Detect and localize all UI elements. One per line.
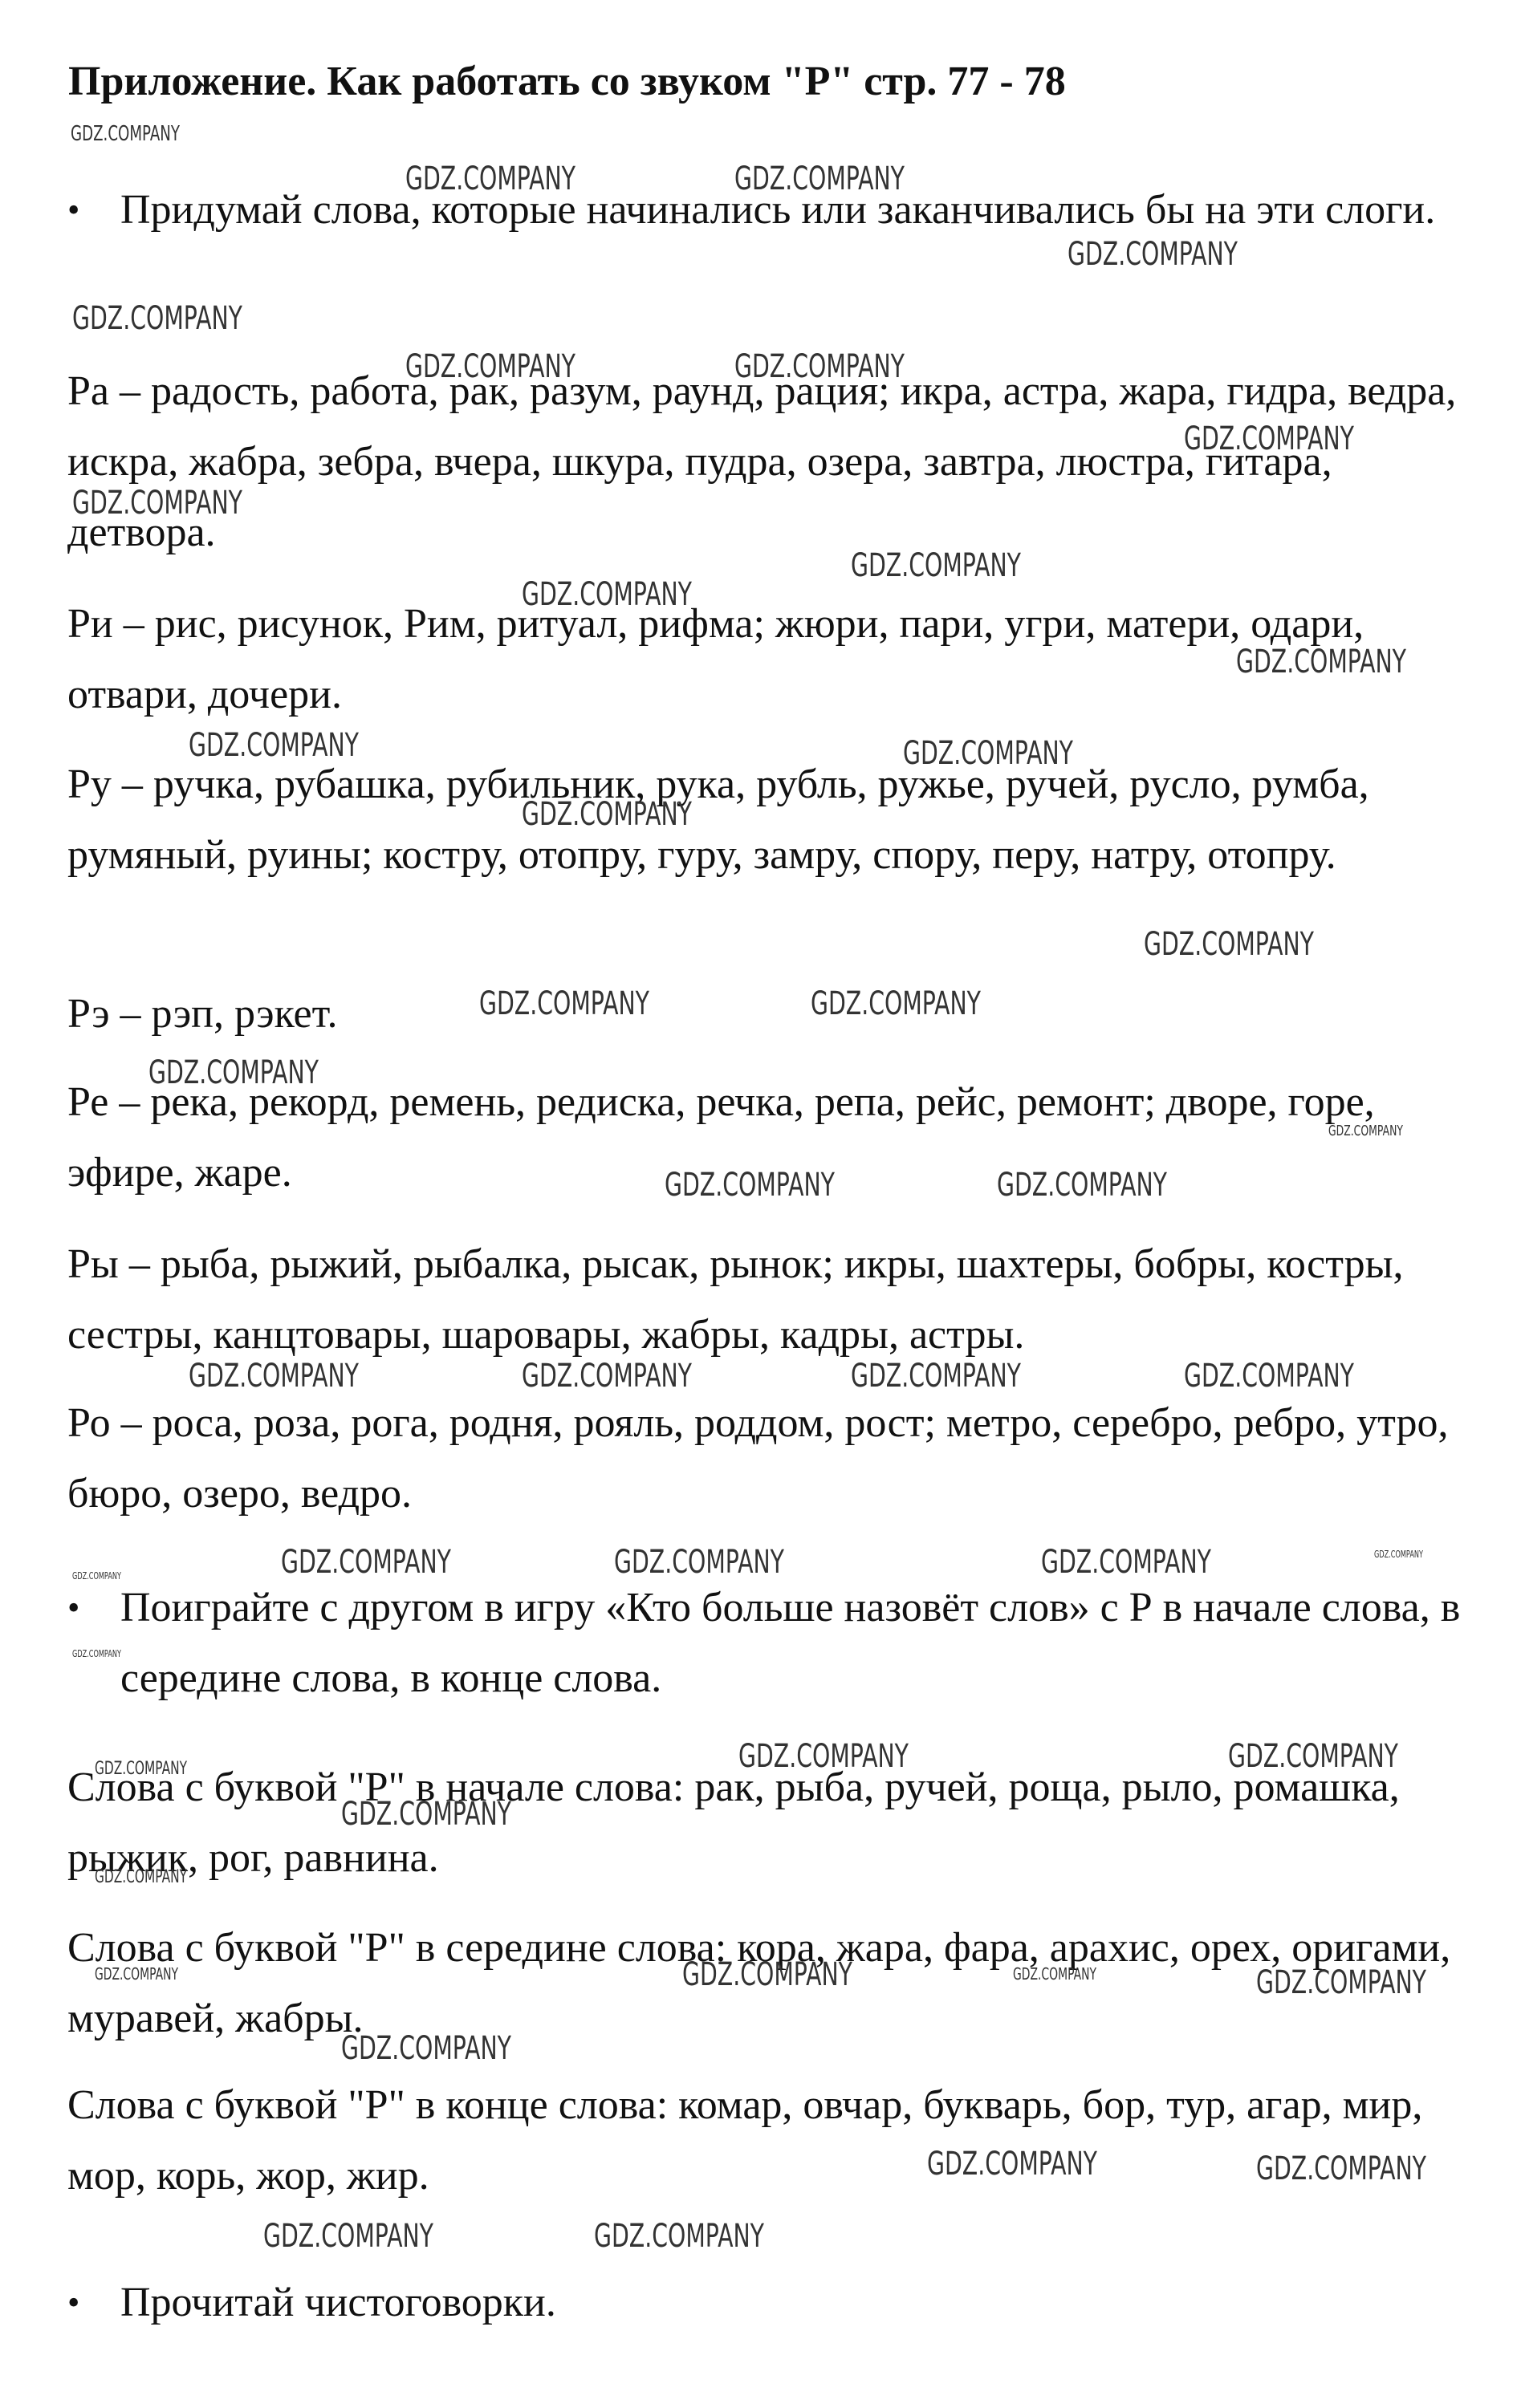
svg-text:GDZ.COMPANY: GDZ.COMPANY	[72, 485, 243, 522]
svg-text:GDZ.COMPANY: GDZ.COMPANY	[95, 1759, 188, 1778]
svg-text:GDZ.COMPANY: GDZ.COMPANY	[997, 1167, 1168, 1204]
syllable-paragraph-re-e: Рэ – рэп, рэкет.	[67, 991, 338, 1037]
syllable-paragraph-ro: Ро – роса, роза, рога, родня, рояль, роддом, рост; метро, серебро, ребро, утро, бюро, озеро, ведро.	[67, 1400, 1449, 1517]
svg-text:GDZ.COMPANY: GDZ.COMPANY	[614, 1544, 785, 1581]
svg-text:GDZ.COMPANY: GDZ.COMPANY	[682, 1956, 853, 1993]
svg-text:GDZ.COMPANY: GDZ.COMPANY	[72, 1570, 122, 1582]
svg-text:GDZ.COMPANY: GDZ.COMPANY	[1228, 1738, 1399, 1775]
svg-text:GDZ.COMPANY: GDZ.COMPANY	[341, 1796, 512, 1833]
bullet-text: Прочитай чистоговорки.	[120, 2280, 556, 2325]
syllable-paragraph-ry: Ры – рыба, рыжий, рыбалка, рысак, рынок; икры, шахтеры, бобры, костры, сестры, канцтовары, шаровары, жабры, кадры, астры.	[67, 1241, 1404, 1358]
svg-text:GDZ.COMPANY: GDZ.COMPANY	[72, 300, 243, 337]
bullet-dot: •	[67, 2283, 80, 2322]
bullet-dot: •	[67, 1588, 80, 1627]
svg-text:GDZ.COMPANY: GDZ.COMPANY	[665, 1167, 836, 1204]
svg-text:GDZ.COMPANY: GDZ.COMPANY	[148, 1054, 319, 1091]
svg-text:GDZ.COMPANY: GDZ.COMPANY	[851, 1358, 1022, 1395]
svg-text:GDZ.COMPANY: GDZ.COMPANY	[405, 160, 576, 197]
svg-text:GDZ.COMPANY: GDZ.COMPANY	[281, 1544, 452, 1581]
svg-text:GDZ.COMPANY: GDZ.COMPANY	[405, 348, 576, 385]
watermark-mark	[594, 2216, 767, 2255]
svg-text:GDZ.COMPANY: GDZ.COMPANY	[1256, 1964, 1427, 2001]
svg-text:GDZ.COMPANY: GDZ.COMPANY	[1144, 926, 1315, 963]
syllable-paragraph-ri: Ри – рис, рисунок, Рим, ритуал, рифма; жюри, пари, угри, матери, одари, отвари, дочери.	[67, 601, 1364, 717]
svg-text:GDZ.COMPANY: GDZ.COMPANY	[734, 160, 905, 197]
bullet-dot: •	[67, 190, 80, 229]
svg-text:GDZ.COMPANY: GDZ.COMPANY	[1256, 2150, 1427, 2187]
svg-text:GDZ.COMPANY: GDZ.COMPANY	[341, 2030, 512, 2067]
svg-text:GDZ.COMPANY: GDZ.COMPANY	[95, 1964, 179, 1984]
svg-text:GDZ.COMPANY: GDZ.COMPANY	[95, 1867, 188, 1886]
svg-text:GDZ.COMPANY: GDZ.COMPANY	[1328, 1123, 1404, 1139]
svg-text:GDZ.COMPANY: GDZ.COMPANY	[1184, 420, 1355, 457]
svg-text:GDZ.COMPANY: GDZ.COMPANY	[1374, 1549, 1424, 1560]
page-title: Приложение. Как работать со звуком "Р" стр. 77 - 78	[68, 59, 1066, 104]
syllable-paragraph-ru: Ру – ручка, рубашка, рубильник, рука, рубль, ружье, ручей, русло, румба, румяный, руины; костру, отопру, гуру, замру, спору, перу, натру, отопру.	[67, 761, 1369, 878]
words-start-paragraph: Слова с буквой "Р" в начале слова: рак, рыба, ручей, роща, рыло, ромашка, рыжик, рог, равнина.	[67, 1764, 1400, 1881]
svg-text:GDZ.COMPANY: GDZ.COMPANY	[851, 547, 1022, 584]
svg-text:GDZ.COMPANY: GDZ.COMPANY	[903, 735, 1074, 772]
svg-text:GDZ.COMPANY: GDZ.COMPANY	[71, 122, 181, 145]
watermark-mark	[1144, 924, 1317, 963]
svg-text:GDZ.COMPANY: GDZ.COMPANY	[189, 1358, 360, 1395]
svg-text:GDZ.COMPANY: GDZ.COMPANY	[189, 727, 360, 764]
svg-text:GDZ.COMPANY: GDZ.COMPANY	[738, 1738, 909, 1775]
watermark-mark	[263, 2216, 437, 2255]
svg-text:GDZ.COMPANY: GDZ.COMPANY	[522, 576, 693, 613]
svg-text:GDZ.COMPANY: GDZ.COMPANY	[594, 2218, 765, 2255]
svg-text:GDZ.COMPANY: GDZ.COMPANY	[479, 985, 650, 1022]
svg-text:GDZ.COMPANY: GDZ.COMPANY	[1184, 1358, 1355, 1395]
watermark-mark	[71, 120, 183, 145]
svg-text:GDZ.COMPANY: GDZ.COMPANY	[522, 796, 693, 833]
bullet-item	[67, 2268, 1480, 2338]
syllable-paragraph-ra: Ра – радость, работа, рак, разум, раунд, рация; икра, астра, жара, гидра, ведра, искра, жабра, зебра, вчера, шкура, пудра, озера, завтра, люстра, гитара, детвора.	[67, 368, 1457, 555]
svg-text:GDZ.COMPANY: GDZ.COMPANY	[1236, 644, 1407, 680]
svg-text:GDZ.COMPANY: GDZ.COMPANY	[1068, 236, 1238, 273]
bullet-item	[67, 175, 1480, 246]
words-middle-paragraph: Слова с буквой "Р" в середине слова: кора, жара, фара, арахис, орех, оригами, муравей, жабры.	[67, 1925, 1451, 2041]
watermark-mark	[72, 298, 246, 337]
watermark-mark	[1374, 1549, 1426, 1560]
svg-text:GDZ.COMPANY: GDZ.COMPANY	[734, 348, 905, 385]
svg-text:GDZ.COMPANY: GDZ.COMPANY	[927, 2146, 1098, 2183]
svg-text:GDZ.COMPANY: GDZ.COMPANY	[72, 1648, 122, 1659]
svg-text:GDZ.COMPANY: GDZ.COMPANY	[522, 1358, 693, 1395]
svg-text:GDZ.COMPANY: GDZ.COMPANY	[263, 2218, 434, 2255]
syllable-paragraph-re: Ре – река, рекорд, ремень, редиска, речка, репа, рейс, ремонт; дворе, горе, эфире, жаре.	[67, 1079, 1375, 1196]
bullet-text: Поиграйте с другом в игру «Кто больше назовёт слов» с Р в начале слова, в середине слова, в конце слова.	[120, 1585, 1461, 1701]
words-end-paragraph: Слова с буквой "Р" в конце слова: комар, овчар, букварь, бор, тур, агар, мир, мор, корь, жор, жир.	[67, 2082, 1423, 2199]
svg-text:GDZ.COMPANY: GDZ.COMPANY	[1013, 1964, 1097, 1984]
svg-text:GDZ.COMPANY: GDZ.COMPANY	[1041, 1544, 1212, 1581]
bullet-item	[67, 1573, 1480, 1714]
svg-text:GDZ.COMPANY: GDZ.COMPANY	[811, 985, 982, 1022]
bullet-text: Придумай слова, которые начинались или заканчивались бы на эти слоги.	[120, 187, 1436, 233]
